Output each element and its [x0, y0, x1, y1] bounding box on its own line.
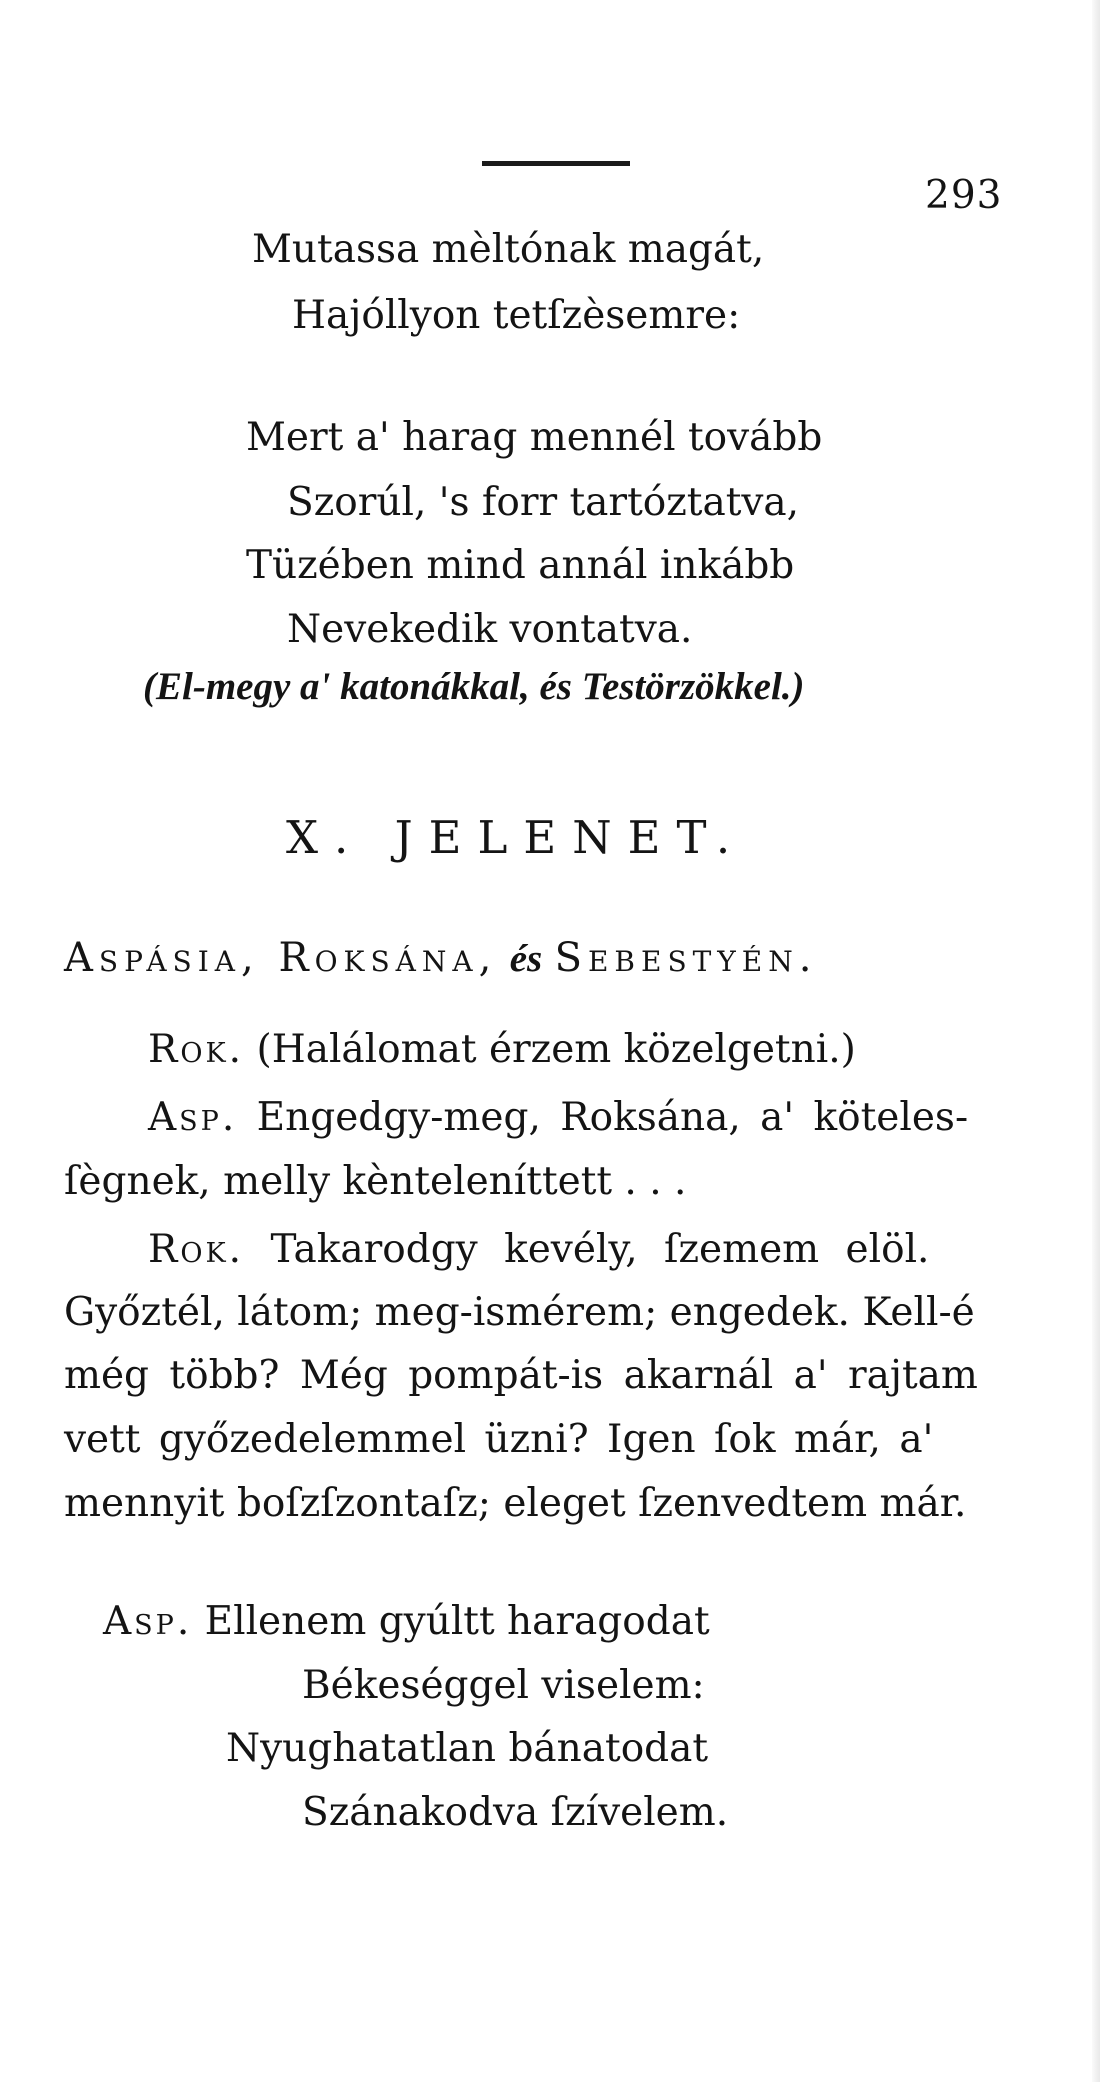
speaker-label: Rok.: [148, 1027, 245, 1072]
dialogue-line: ſègnek, melly kènteleníttett . . .: [64, 1159, 687, 1204]
speaker-label: Rok.: [148, 1227, 245, 1272]
verse-line: Békeséggel viselem:: [302, 1663, 705, 1708]
dialogue-line: [148, 1027, 856, 1072]
dialogue-text: Engedgy-meg, Roksána, a' köteles-: [256, 1095, 969, 1140]
dialogue-line: [148, 1227, 930, 1272]
dialogue-line: még több? Még pompát-is akarnál a' rajtam: [64, 1353, 978, 1398]
page-edge: [1092, 0, 1100, 2082]
character-names: Aspásia, Roksána,: [64, 935, 498, 981]
verse-line: Szorúl, 's forr tartóztatva,: [287, 480, 800, 525]
verse-line: Tüzében mind annál inkább: [246, 543, 795, 588]
verse-line: Nevekedik vontatva.: [287, 607, 693, 652]
dialogue-line: vett győzedelemmel üzni? Igen ſok már, a': [64, 1417, 934, 1462]
character-conjunction: és: [509, 937, 543, 980]
character-list: [64, 935, 818, 981]
dialogue-text: (Halálomat érzem közelgetni.): [256, 1027, 856, 1072]
dialogue-line: [148, 1095, 969, 1140]
dialogue-text: Takarodgy kevély, ſzemem elöl.: [270, 1227, 930, 1272]
stage-direction: (El-megy a' katonákkal, és Testörzökkel.): [143, 665, 805, 708]
scene-heading: X. JELENET.: [286, 811, 747, 864]
dialogue-line: mennyit boſzſzontaſz; eleget ſzenvedtem már.: [64, 1481, 967, 1526]
verse-line: Szánakodva ſzívelem.: [302, 1790, 729, 1835]
header-rule: [482, 161, 630, 166]
verse-line: [103, 1599, 710, 1644]
verse-text: Ellenem gyúltt haragodat: [204, 1599, 710, 1644]
dialogue-line: Győztél, látom; meg-ismérem; engedek. Kell-é: [64, 1290, 975, 1335]
verse-line: Mert a' harag mennél tovább: [246, 415, 823, 460]
verse-line: Nyughatatlan bánatodat: [226, 1726, 709, 1771]
page-number: 293: [925, 173, 1003, 218]
character-name-last: Sebestyén.: [554, 935, 818, 981]
verse-line: Mutassa mèltónak magát,: [252, 227, 765, 272]
speaker-label: Asp.: [148, 1095, 238, 1140]
speaker-label: Asp.: [103, 1599, 193, 1644]
verse-line: Hajóllyon tetſzèsemre:: [292, 293, 741, 338]
